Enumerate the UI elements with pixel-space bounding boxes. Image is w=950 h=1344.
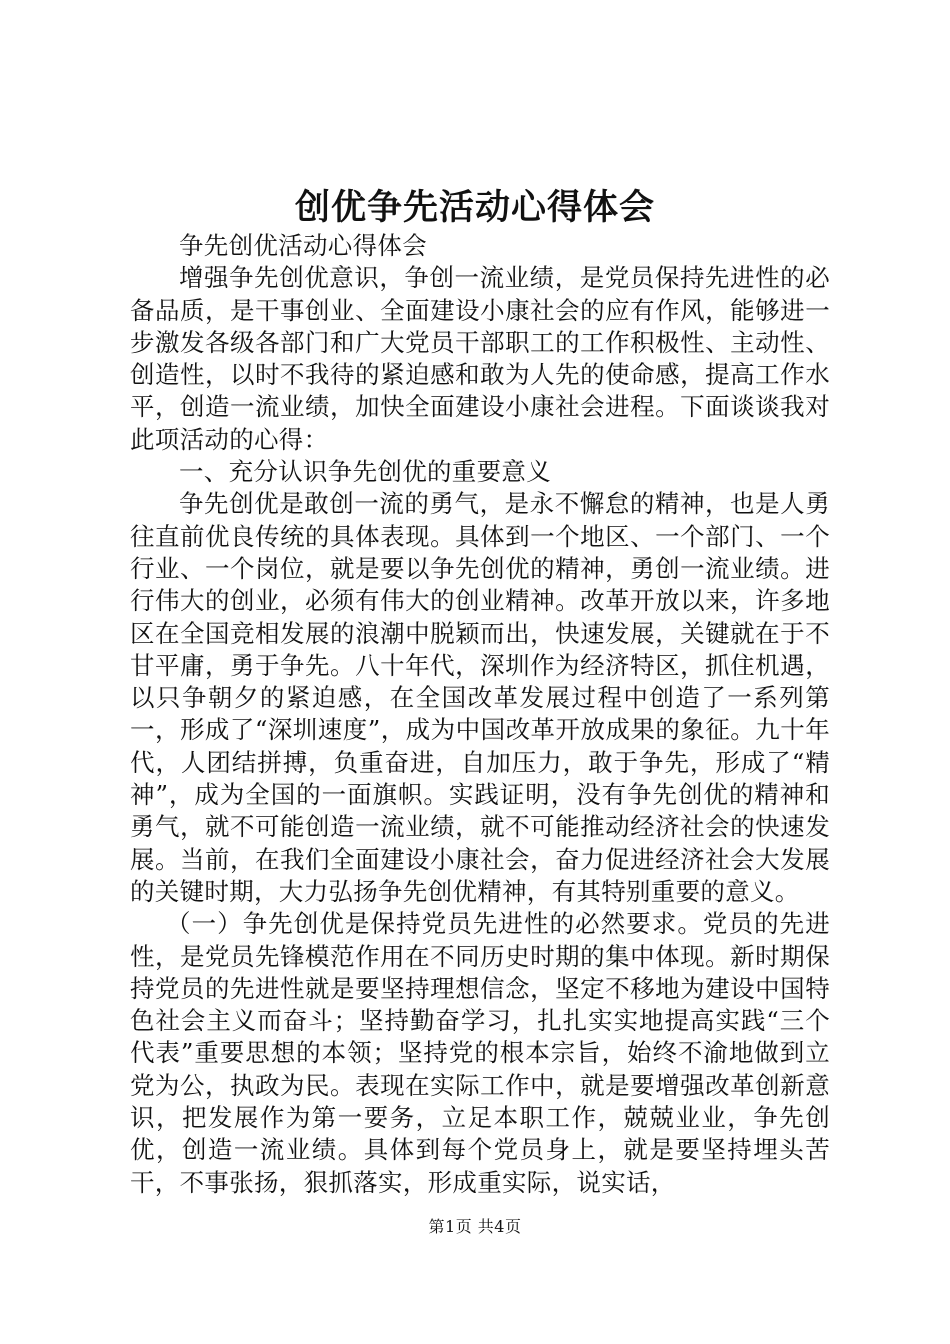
page-footer: 第1页 共4页 <box>428 1217 522 1236</box>
section-heading: 一、充分认识争先创优的重要意义 <box>179 457 551 487</box>
paragraph-intro: 增强争先创优意识，争创一流业绩，是党员保持先进性的必备品质，是干事创业、全面建设小康社会的应有作风，能够进一步激发各级各部门和广大党员干部职工的工作积极性、主动性、创造性，以时不我待的紧迫感和敢为人先的使命感，提高工作水平，创造一流业绩，加快全面建设小康社会进程。下面谈谈我对此项活动的心得： <box>130 263 830 454</box>
document-body <box>130 230 830 1199</box>
document-title: 创优争先活动心得体会 <box>294 188 655 228</box>
paragraph-subtitle: 争先创优活动心得体会 <box>179 231 427 260</box>
paragraph-significance: 争先创优是敢创一流的勇气，是永不懈怠的精神，也是人勇往直前优良传统的具体表现。具体到一个地区、一个部门、一个行业、一个岗位，就是要以争先创优的精神，勇创一流业绩。进行伟大的创业，必须有伟大的创业精神。改革开放以来，许多地区在全国竞相发展的浪潮中脱颖而出，快速发展，关键就在于不甘平庸，勇于争先。八十年代，深圳作为经济特区，抓住机遇，以只争朝夕的紧迫感，在全国改革发展过程中创造了一系列第一，形成了“深圳速度”，成为中国改革开放成果的象征。九十年代，人团结拼搏，负重奋进，自加压力，敢于争先，形成了“精神”，成为全国的一面旗帜。实践证明，没有争先创优的精神和勇气，就不可能创造一流业绩，就不可能推动经济社会的快速发展。当前，在我们全面建设小康社会，奋力促进经济社会大发展的关键时期，大力弘扬争先创优精神，有其特别重要的意义。 <box>130 489 831 906</box>
paragraph-subsection-one: （一）争先创优是保持党员先进性的必然要求。党员的先进性，是党员先锋模范作用在不同历史时期的集中体现。新时期保持党员的先进性就是要坚持理想信念，坚定不移地为建设中国特色社会主义而奋斗；坚持勤奋学习，扎扎实实地提高实践“三个代表”重要思想的本领；坚持党的根本宗旨，始终不渝地做到立党为公，执政为民。表现在实际工作中，就是要增强改革创新意识，把发展作为第一要务，立足本职工作，兢兢业业，争先创优，创造一流业绩。具体到每个党员身上，就是要坚持埋头苦干，不事张扬，狠抓落实，形成重实际，说实话， <box>130 909 831 1197</box>
